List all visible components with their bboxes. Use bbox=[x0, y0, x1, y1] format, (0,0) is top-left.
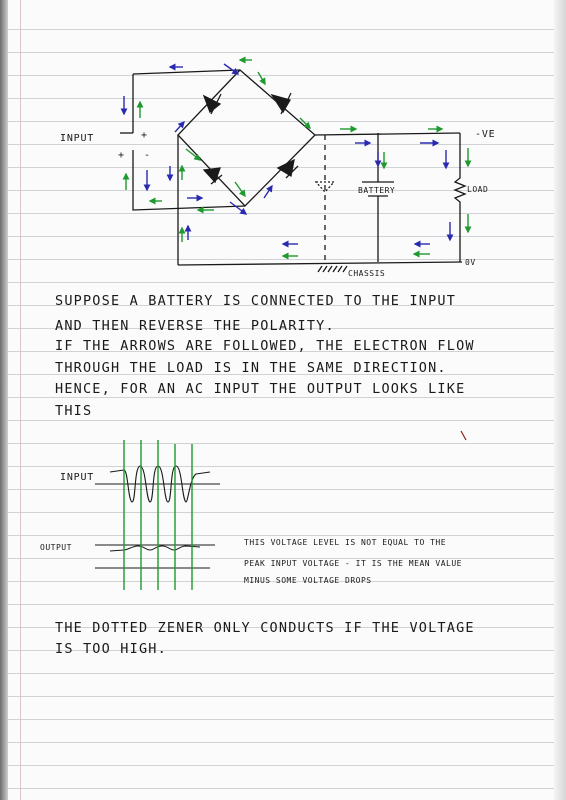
chassis-label: CHASSIS bbox=[348, 269, 386, 278]
diode-top-right bbox=[272, 93, 291, 114]
load-resistor bbox=[455, 133, 465, 262]
paragraph-line: IF THE ARROWS ARE FOLLOWED, THE ELECTRON FLOW bbox=[55, 338, 475, 354]
paragraph-line: THIS bbox=[55, 403, 93, 419]
plus-sign: + bbox=[141, 130, 148, 141]
zener-note-line: IS TOO HIGH. bbox=[55, 641, 167, 657]
zero-volt-label: 0V bbox=[465, 258, 476, 267]
input-top-wire bbox=[133, 70, 240, 74]
green-arrow bbox=[258, 72, 265, 84]
blue-arrow bbox=[264, 186, 272, 198]
circuit-input-label: INPUT bbox=[60, 133, 95, 144]
waveform-diagram bbox=[40, 440, 220, 590]
voltage-note-line: PEAK INPUT VOLTAGE - IT IS THE MEAN VALUE bbox=[244, 559, 462, 568]
green-arrow bbox=[235, 182, 245, 196]
zero-volt-rail bbox=[178, 262, 462, 265]
green-flow-arrows bbox=[126, 60, 468, 256]
paragraph-line: AND THEN REVERSE THE POLARITY. bbox=[55, 318, 335, 334]
waveform-input-label: INPUT bbox=[60, 472, 95, 483]
minus-sign: - bbox=[144, 150, 151, 161]
diode-bottom-left bbox=[204, 168, 222, 184]
diode-top-left bbox=[204, 94, 221, 114]
voltage-note-line: MINUS SOME VOLTAGE DROPS bbox=[244, 576, 372, 585]
battery-label: BATTERY bbox=[358, 186, 396, 195]
chassis-ground-symbol bbox=[318, 266, 347, 272]
plus-sign-lower: + bbox=[118, 150, 125, 161]
positive-rail-wire bbox=[315, 133, 460, 135]
stray-pen-mark bbox=[461, 431, 466, 440]
diode-bottom-right bbox=[278, 160, 298, 178]
blue-arrow bbox=[224, 64, 238, 74]
diodes bbox=[204, 93, 298, 184]
load-label: LOAD bbox=[467, 185, 489, 194]
blue-flow-arrows bbox=[124, 64, 450, 244]
waveform-output-label: OUTPUT bbox=[40, 543, 72, 552]
zener-note-line: THE DOTTED ZENER ONLY CONDUCTS IF THE VOLTAGE bbox=[55, 620, 475, 636]
positive-ve-label: -VE bbox=[475, 129, 496, 140]
paragraph-line: HENCE, FOR AN AC INPUT THE OUTPUT LOOKS LIKE bbox=[55, 381, 466, 397]
bridge-diamond bbox=[178, 70, 315, 206]
paragraph-line: THROUGH THE LOAD IS IN THE SAME DIRECTION. bbox=[55, 360, 447, 376]
voltage-note-line: THIS VOLTAGE LEVEL IS NOT EQUAL TO THE bbox=[244, 538, 447, 547]
paragraph-line: SUPPOSE A BATTERY IS CONNECTED TO THE INPUT bbox=[55, 293, 457, 309]
